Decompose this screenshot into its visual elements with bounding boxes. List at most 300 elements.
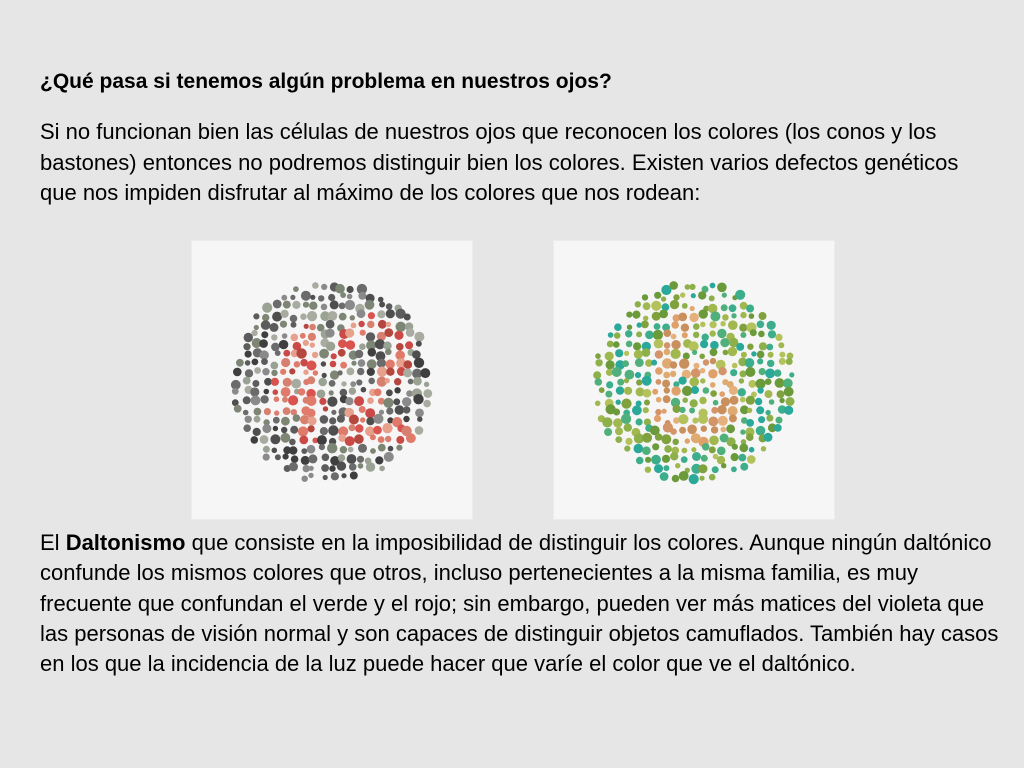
- plate-dot: [270, 434, 280, 444]
- plate-dot: [340, 362, 347, 369]
- plate-dot: [699, 476, 704, 481]
- plate-dot: [664, 387, 670, 393]
- daltonismo-text: que consiste en la imposibilidad de distinguir los colores. Aunque ningún daltónico confunde los mismos colores que otros, incluso pertenecientes a la misma familia, es muy frecuente que confundan el verde y el rojo; sin embargo, pueden ver más matices del violeta que las personas de visión normal y son capaces de distinguir objetos camuflados. También hay casos en los que la incidencia de la luz puede hacer que varíe el color que ve el daltónico.: [40, 530, 999, 677]
- plate-dot: [243, 396, 251, 404]
- plate-dot: [330, 361, 337, 368]
- plate-dot: [624, 378, 629, 383]
- plate-dot: [393, 398, 400, 405]
- plate-dot: [403, 368, 412, 377]
- plate-dot: [656, 379, 662, 385]
- plate-dot: [595, 353, 601, 359]
- plate-dot: [670, 428, 677, 435]
- plate-dot: [366, 332, 375, 341]
- ishihara-plate-image: [553, 240, 835, 520]
- plate-dot: [406, 433, 416, 443]
- plate-dot: [251, 396, 261, 406]
- plate-dot: [367, 397, 374, 404]
- plate-dot: [404, 360, 413, 369]
- plate-dot: [403, 406, 410, 413]
- plate-dot: [767, 321, 776, 330]
- plate-dot: [655, 433, 662, 440]
- plate-dot: [420, 368, 430, 378]
- plate-dot: [396, 445, 402, 451]
- plate-dot: [645, 331, 654, 340]
- plate-dot: [310, 342, 315, 347]
- plate-dot: [373, 426, 382, 435]
- plate-dot: [758, 416, 765, 423]
- plate-dot: [747, 455, 756, 464]
- plate-dot: [654, 323, 661, 330]
- plate-dot: [345, 397, 353, 405]
- plate-dot: [261, 320, 271, 330]
- plate-dot: [338, 339, 347, 348]
- plate-dot: [360, 330, 366, 336]
- plate-dot: [394, 387, 400, 393]
- plate-dot: [348, 447, 354, 453]
- plate-dot: [681, 324, 689, 332]
- plate-dot: [683, 353, 690, 360]
- plate-dot: [313, 370, 318, 375]
- plate-dot: [642, 348, 651, 357]
- plate-dot: [379, 302, 385, 308]
- plate-dot: [354, 434, 364, 444]
- plate-dot: [361, 387, 367, 393]
- plate-dot: [710, 390, 717, 397]
- plate-dot: [765, 410, 770, 415]
- plate-dot: [635, 358, 644, 367]
- slide-heading: ¿Qué pasa si tenemos algún problema en nuestros ojos?: [40, 70, 612, 93]
- plate-dot: [245, 351, 252, 358]
- plate-dot: [404, 314, 411, 321]
- plate-dot: [784, 387, 794, 397]
- plate-dot: [675, 463, 680, 468]
- plate-dot: [317, 435, 327, 445]
- plate-dot: [691, 368, 701, 378]
- plate-dot: [593, 371, 601, 379]
- plate-dot: [307, 376, 315, 384]
- plate-dot: [271, 343, 280, 352]
- plate-dot: [654, 339, 664, 349]
- plate-dot: [318, 295, 324, 301]
- plate-dot: [777, 390, 785, 398]
- plate-dot: [722, 293, 727, 298]
- plate-dot: [671, 386, 680, 395]
- plate-dot: [370, 434, 376, 440]
- plate-dot: [339, 313, 347, 321]
- plate-dot: [408, 379, 414, 385]
- plate-dot: [396, 436, 404, 444]
- plate-dot: [692, 452, 701, 461]
- plate-dot: [756, 426, 766, 436]
- plate-dot: [756, 406, 764, 414]
- plate-dot: [388, 446, 394, 452]
- plate-dot: [354, 396, 364, 406]
- plate-dot: [673, 294, 679, 300]
- plate-dot: [710, 348, 718, 356]
- plate-dot: [358, 359, 366, 367]
- plate-dot: [642, 446, 651, 455]
- plate-dot: [621, 399, 631, 409]
- plate-dot: [783, 378, 793, 388]
- plate-dot: [613, 409, 620, 416]
- plate-dot: [759, 342, 767, 350]
- plate-dot: [689, 474, 699, 484]
- plate-dot: [670, 452, 678, 460]
- plate-dot: [244, 333, 253, 342]
- plate-dot: [717, 283, 727, 293]
- plate-dot: [263, 446, 270, 453]
- plate-dot: [659, 310, 668, 319]
- plate-dot: [262, 368, 269, 375]
- plate-dot: [757, 321, 765, 329]
- plate-dot: [641, 321, 649, 329]
- plate-dot: [396, 343, 404, 351]
- plate-dot: [779, 398, 784, 403]
- plate-dot: [292, 301, 300, 309]
- plate-dot: [710, 311, 720, 321]
- plate-dot: [739, 324, 747, 332]
- plate-dot: [349, 415, 359, 425]
- plate-dot: [679, 377, 687, 385]
- plate-dot: [739, 443, 748, 452]
- plate-dot: [740, 312, 746, 318]
- ishihara-plate-6-svg: [553, 240, 835, 520]
- plate-dot: [350, 315, 355, 320]
- plate-dot: [746, 433, 754, 441]
- plate-dot: [645, 467, 651, 473]
- plate-dot: [308, 454, 317, 463]
- plate-dot: [273, 300, 282, 309]
- plate-dot: [747, 408, 752, 413]
- plate-dot: [307, 445, 316, 454]
- plate-dot: [660, 472, 669, 481]
- plate-dot: [253, 313, 259, 319]
- plate-dot: [326, 329, 335, 338]
- plate-dot: [273, 426, 278, 431]
- plate-dot: [373, 414, 383, 424]
- plate-dot: [679, 427, 686, 434]
- plate-dot: [289, 446, 297, 454]
- plate-dot: [351, 361, 356, 366]
- plate-dot: [685, 438, 690, 443]
- plate-dot: [685, 284, 691, 290]
- plate-dot: [625, 438, 632, 445]
- plate-dot: [374, 389, 382, 397]
- plate-dot: [312, 352, 318, 358]
- plate-dot: [656, 397, 662, 403]
- plate-dot: [283, 350, 290, 357]
- plate-dot: [607, 341, 614, 348]
- plate-dot: [386, 322, 391, 327]
- plate-dot: [320, 427, 328, 435]
- plate-dot: [678, 414, 688, 424]
- plate-dot: [232, 388, 239, 395]
- plate-dot: [757, 387, 763, 393]
- plate-dot: [766, 344, 773, 351]
- plate-dot: [634, 350, 643, 359]
- plate-dot: [270, 323, 279, 332]
- plate-dot: [331, 410, 336, 415]
- plate-dot: [776, 417, 783, 424]
- plate-dot: [679, 407, 685, 413]
- plate-dot: [347, 454, 357, 464]
- plate-dot: [341, 381, 346, 386]
- plate-dot: [605, 352, 614, 361]
- plate-dot: [633, 342, 641, 350]
- plate-dot: [323, 406, 328, 411]
- plate-dot: [726, 424, 735, 433]
- plate-dot: [682, 397, 688, 403]
- plate-dot: [708, 369, 717, 378]
- plate-dot: [723, 350, 729, 356]
- plate-dot: [350, 472, 358, 480]
- plate-dot: [322, 373, 327, 378]
- plate-dot: [385, 436, 391, 442]
- plate-dot: [595, 378, 603, 386]
- plate-dot: [730, 369, 737, 376]
- plate-dot: [356, 379, 362, 385]
- plate-dot: [347, 294, 353, 300]
- plate-dot: [731, 453, 739, 461]
- plate-dot: [358, 321, 364, 327]
- plate-dot: [338, 454, 345, 461]
- plate-dot: [711, 426, 718, 433]
- plate-dot: [281, 417, 290, 426]
- plate-dot: [234, 405, 242, 413]
- plate-dot: [245, 360, 251, 366]
- plate-dot: [280, 321, 287, 328]
- plate-dot: [310, 295, 315, 300]
- plate-dot: [329, 417, 336, 424]
- plate-dot: [729, 414, 737, 422]
- plate-dot: [279, 340, 288, 349]
- plate-dot: [304, 324, 309, 329]
- plate-dot: [671, 321, 679, 329]
- plate-dot: [680, 292, 685, 297]
- plate-dot: [636, 331, 642, 337]
- plate-dot: [274, 396, 280, 402]
- plate-dot: [262, 424, 271, 433]
- plate-dot: [731, 313, 736, 318]
- plate-dot: [386, 368, 394, 376]
- plate-dot: [615, 427, 623, 435]
- plate-dot: [357, 309, 366, 318]
- plate-dot: [757, 358, 763, 364]
- plate-dot: [252, 359, 259, 366]
- plate-dot: [368, 378, 375, 385]
- plate-dot: [417, 417, 422, 422]
- plate-dot: [252, 380, 259, 387]
- plate-dot: [308, 425, 315, 432]
- intro-paragraph: Si no funcionan bien las células de nuestros ojos que reconocen los colores (los conos y los bastones) entonces no podremos distinguir bien los colores. Existen varios defectos genéticos que nos impiden disfrutar al máximo de los colores que nos rodean:: [40, 119, 959, 205]
- plate-dot: [250, 387, 259, 396]
- plate-dot: [670, 361, 677, 368]
- plate-dot: [323, 475, 328, 480]
- plate-dot: [283, 301, 291, 309]
- plate-dot: [774, 369, 781, 376]
- plate-dot: [263, 454, 270, 461]
- plate-dot: [319, 444, 325, 450]
- plate-dot: [661, 296, 666, 301]
- plate-dot: [682, 332, 688, 338]
- plate-dot: [383, 398, 393, 408]
- plate-dot: [627, 325, 632, 330]
- plate-dot: [370, 448, 376, 454]
- plate-dot: [767, 360, 774, 367]
- plate-dot: [621, 414, 631, 424]
- plate-dot: [662, 380, 670, 388]
- plate-dot: [303, 370, 308, 375]
- plate-dot: [687, 425, 697, 435]
- plate-dot: [328, 311, 338, 321]
- plate-dot: [386, 389, 393, 396]
- plate-dot: [643, 407, 649, 413]
- plate-dot: [424, 382, 429, 387]
- plate-dot: [682, 303, 688, 309]
- plate-dot: [709, 295, 715, 301]
- plate-dot: [338, 370, 343, 375]
- plate-dot: [625, 330, 632, 337]
- plate-dot: [602, 417, 612, 427]
- plate-dot: [260, 435, 269, 444]
- plate-dot: [693, 332, 699, 338]
- plate-dot: [625, 370, 635, 380]
- plate-dot: [329, 465, 335, 471]
- plate-dot: [283, 407, 291, 415]
- plate-dot: [254, 408, 262, 416]
- plate-dot: [272, 448, 278, 454]
- plate-dot: [700, 368, 705, 373]
- plate-dot: [779, 352, 785, 358]
- plate-dot: [406, 328, 415, 337]
- plate-dot: [679, 471, 689, 481]
- plate-dot: [746, 305, 754, 313]
- plate-dot: [703, 359, 709, 365]
- plate-dot: [243, 424, 251, 432]
- plate-dot: [309, 324, 316, 331]
- plate-dot: [778, 342, 784, 348]
- plate-dot: [652, 443, 659, 450]
- plate-dot: [291, 379, 301, 389]
- ishihara-plate-42-svg: [191, 240, 473, 520]
- plate-dot: [345, 300, 355, 310]
- plate-dot: [302, 476, 308, 482]
- plate-dot: [282, 397, 288, 403]
- plate-dot: [732, 363, 738, 369]
- plate-dot: [326, 320, 335, 329]
- plate-dot: [259, 339, 268, 348]
- plate-dot: [254, 325, 259, 330]
- plate-dot: [271, 378, 279, 386]
- plate-dot: [692, 350, 697, 355]
- plate-dot: [319, 349, 329, 359]
- plate-dot: [243, 410, 249, 416]
- plate-dot: [698, 414, 708, 424]
- plate-dot: [654, 464, 663, 473]
- plate-dot: [349, 463, 357, 471]
- plate-dot: [691, 386, 699, 394]
- plate-dot: [378, 444, 386, 452]
- plate-dot: [717, 447, 726, 456]
- plate-dot: [309, 466, 314, 471]
- plate-dot: [358, 463, 364, 469]
- plate-dot: [326, 342, 335, 351]
- plate-dot: [738, 388, 746, 396]
- plate-dot: [595, 359, 602, 366]
- plate-dot: [303, 340, 309, 346]
- plate-dot: [403, 416, 409, 422]
- plate-dot: [414, 332, 424, 342]
- plate-dot: [415, 426, 424, 435]
- plate-dot: [615, 349, 623, 357]
- plate-dot: [661, 434, 671, 444]
- ishihara-plate-image: [191, 240, 473, 520]
- plate-dot: [349, 387, 356, 394]
- plate-dot: [614, 332, 621, 339]
- plate-dot: [699, 354, 705, 360]
- plate-dot: [330, 370, 339, 379]
- plate-dot: [254, 416, 261, 423]
- plate-dot: [262, 314, 269, 321]
- plate-dot: [670, 300, 679, 309]
- plate-dot: [729, 386, 738, 395]
- plate-dot: [329, 390, 334, 395]
- plate-dot: [252, 330, 258, 336]
- plate-dot: [289, 368, 295, 374]
- plate-dot: [337, 415, 345, 423]
- plate-dot: [670, 371, 676, 377]
- plate-dot: [613, 341, 620, 348]
- plate-dot: [346, 340, 356, 350]
- plate-dot: [378, 436, 385, 443]
- plate-dot: [642, 294, 648, 300]
- plate-dot: [691, 293, 696, 298]
- plate-dot: [689, 313, 698, 322]
- plate-dot: [367, 321, 374, 328]
- plate-dot: [645, 457, 651, 463]
- plate-dot: [386, 309, 395, 318]
- plate-dot: [681, 456, 688, 463]
- plate-dot: [664, 445, 672, 453]
- plate-dot: [608, 332, 614, 338]
- plate-dot: [768, 352, 774, 358]
- plate-dot: [710, 330, 716, 336]
- plate-dot: [786, 358, 793, 365]
- plate-dot: [700, 378, 705, 383]
- plate-dot: [604, 428, 612, 436]
- plate-dot: [765, 390, 773, 398]
- plate-dot: [730, 396, 739, 405]
- plate-dot: [261, 331, 268, 338]
- plate-dot: [789, 372, 794, 377]
- plate-dot: [377, 367, 387, 377]
- plate-dot: [698, 291, 706, 299]
- plate-dot: [366, 417, 374, 425]
- plate-dot: [358, 292, 366, 300]
- plate-dot: [708, 417, 718, 427]
- plate-dot: [329, 380, 336, 387]
- plate-dot: [721, 463, 726, 468]
- plate-dot: [321, 361, 326, 366]
- plate-dot: [298, 388, 305, 395]
- daltonismo-prefix: El: [40, 530, 66, 555]
- plate-dot: [662, 409, 667, 414]
- plate-dot: [635, 372, 641, 378]
- plate-dot: [655, 409, 661, 415]
- plate-dot: [375, 456, 383, 464]
- plate-dot: [751, 351, 756, 356]
- plate-dot: [614, 323, 622, 331]
